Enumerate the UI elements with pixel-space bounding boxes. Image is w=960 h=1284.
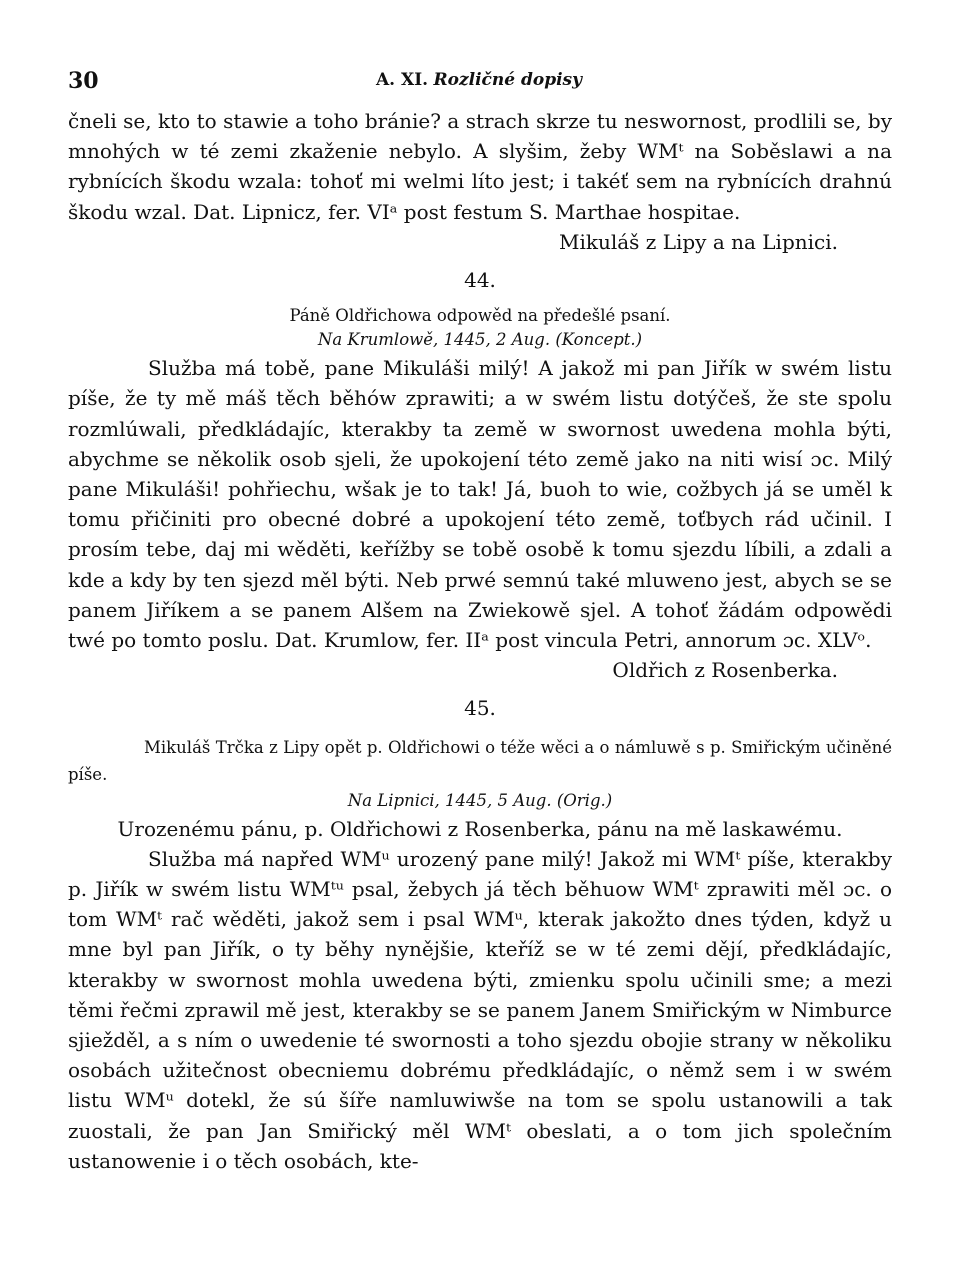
letter-number-45: 45. — [464, 696, 496, 721]
running-title — [68, 70, 890, 90]
continued-letter-text: čneli se, kto to stawie a toho bránie? a strach skrze tu neswornost, prodlili se, by mnohých w té zemi zkaženie nebylo. A slyšim, žeby WMᵗ na Soběslawi a na rybnících škodu wzala: tohoť mi welmi líto jest; i takéť sem na rybnících drahnú škodu wzal. Dat. Lipnicz, fer. VIᵃ post festum S. Marthae hospitae. — [68, 109, 892, 224]
letter-45-address: Urozenému pánu, p. Oldřichowi z Rosenberka, pánu na mě laskawému. — [117, 816, 843, 841]
series-label: A. XI. — [375, 70, 429, 90]
letter-45-dating: Na Lipnici, 1445, 5 Aug. (Orig.) — [347, 790, 613, 810]
page-number: 30 — [68, 68, 99, 94]
letter-45-regest: Mikuláš Trčka z Lipy opět p. Oldřichowi o téže wěci a o námluwě s p. Smiřickým učiněné píše. — [68, 737, 892, 784]
signature-mikulas: Mikuláš z Lipy a na Lipnici. — [558, 229, 838, 254]
letter-44-body: Služba má tobě, pane Mikuláši milý! A jakož mi pan Jiřík w swém listu píše, že ty mě máš těch běhów zprawiti; a w swém listu dotýčeš, že ste spolu rozmlúwali, předkládajíc, kterakby ta země w swornost uwedena mohla býti, abychme se několik osob sjeli, že upokojení této země jako na niti wisí ɔc. Milý pane Mikuláši! pohřiechu, wšak je to tak! Já, buoh to wie, cožbych já se uměl k tomu přičiniti pro obecné dobré a upokojení této země, toťbych rád učinil. I prosím tebe, daj mi wěděti, keřížby se tobě osobě k tomu sjezdu líbili, a zdali a kde a kdy by ten sjezd měl býti. Neb prwé semnú také mluweno jest, abych se se panem Jiříkem a se panem Alšem na Zwiekowě sjel. A tohoť žádám odpowědi twé po tomto poslu. Dat. Krumlow, fer. IIᵃ post vincula Petri, annorum ɔc. XLVᵒ. — [68, 356, 892, 653]
section-title: Rozličné dopisy — [433, 70, 582, 90]
letter-number-44: 44. — [464, 268, 496, 293]
letter-44-dating: Na Krumlowě, 1445, 2 Aug. (Koncept.) — [317, 330, 643, 350]
signature-oldrich: Oldřich z Rosenberka. — [612, 658, 838, 683]
running-header — [68, 66, 890, 100]
page-content — [68, 106, 892, 1176]
letter-45-body: Služba má napřed WMᵘ urozený pane milý! Jakož mi WMᵗ píše, kterakby p. Jiřík w swém listu WMᵗᵘ psal, žebych já těch běhuow WMᵗ zprawiti měl ɔc. o tom WMᵗ rač wěděti, jakož sem i psal WMᵘ, kterak jakožto dnes týden, když u mne byl pan Jiřík, o ty běhy nynějšie, kteříž se w té zemi dějí, předkládajíc, kterakby w swornost mohla uwedena býti, zmienku spolu učinili sme; a mezi těmi řečmi zprawil mě jest, kterakby se se panem Janem Smiřickým w Nimburce sjiežděl, a s ním o uwedenie té swornosti a toho sjezdu obojie strany w několiku osobách užitečnost obecniemu dobrému předkládajíc, o němž sem i w swém listu WMᵘ dotekl, že sú šíře namluwiwše na tom se spolu ustanowili a tak zuostali, že pan Jan Smiřický měl WMᵗ obeslati, a o tom jich společním ustanowenie i o těch osobách, kte- — [68, 846, 892, 1173]
letter-44-regest: Páně Oldřichowa odpowěd na předešlé psaní. — [289, 306, 671, 326]
